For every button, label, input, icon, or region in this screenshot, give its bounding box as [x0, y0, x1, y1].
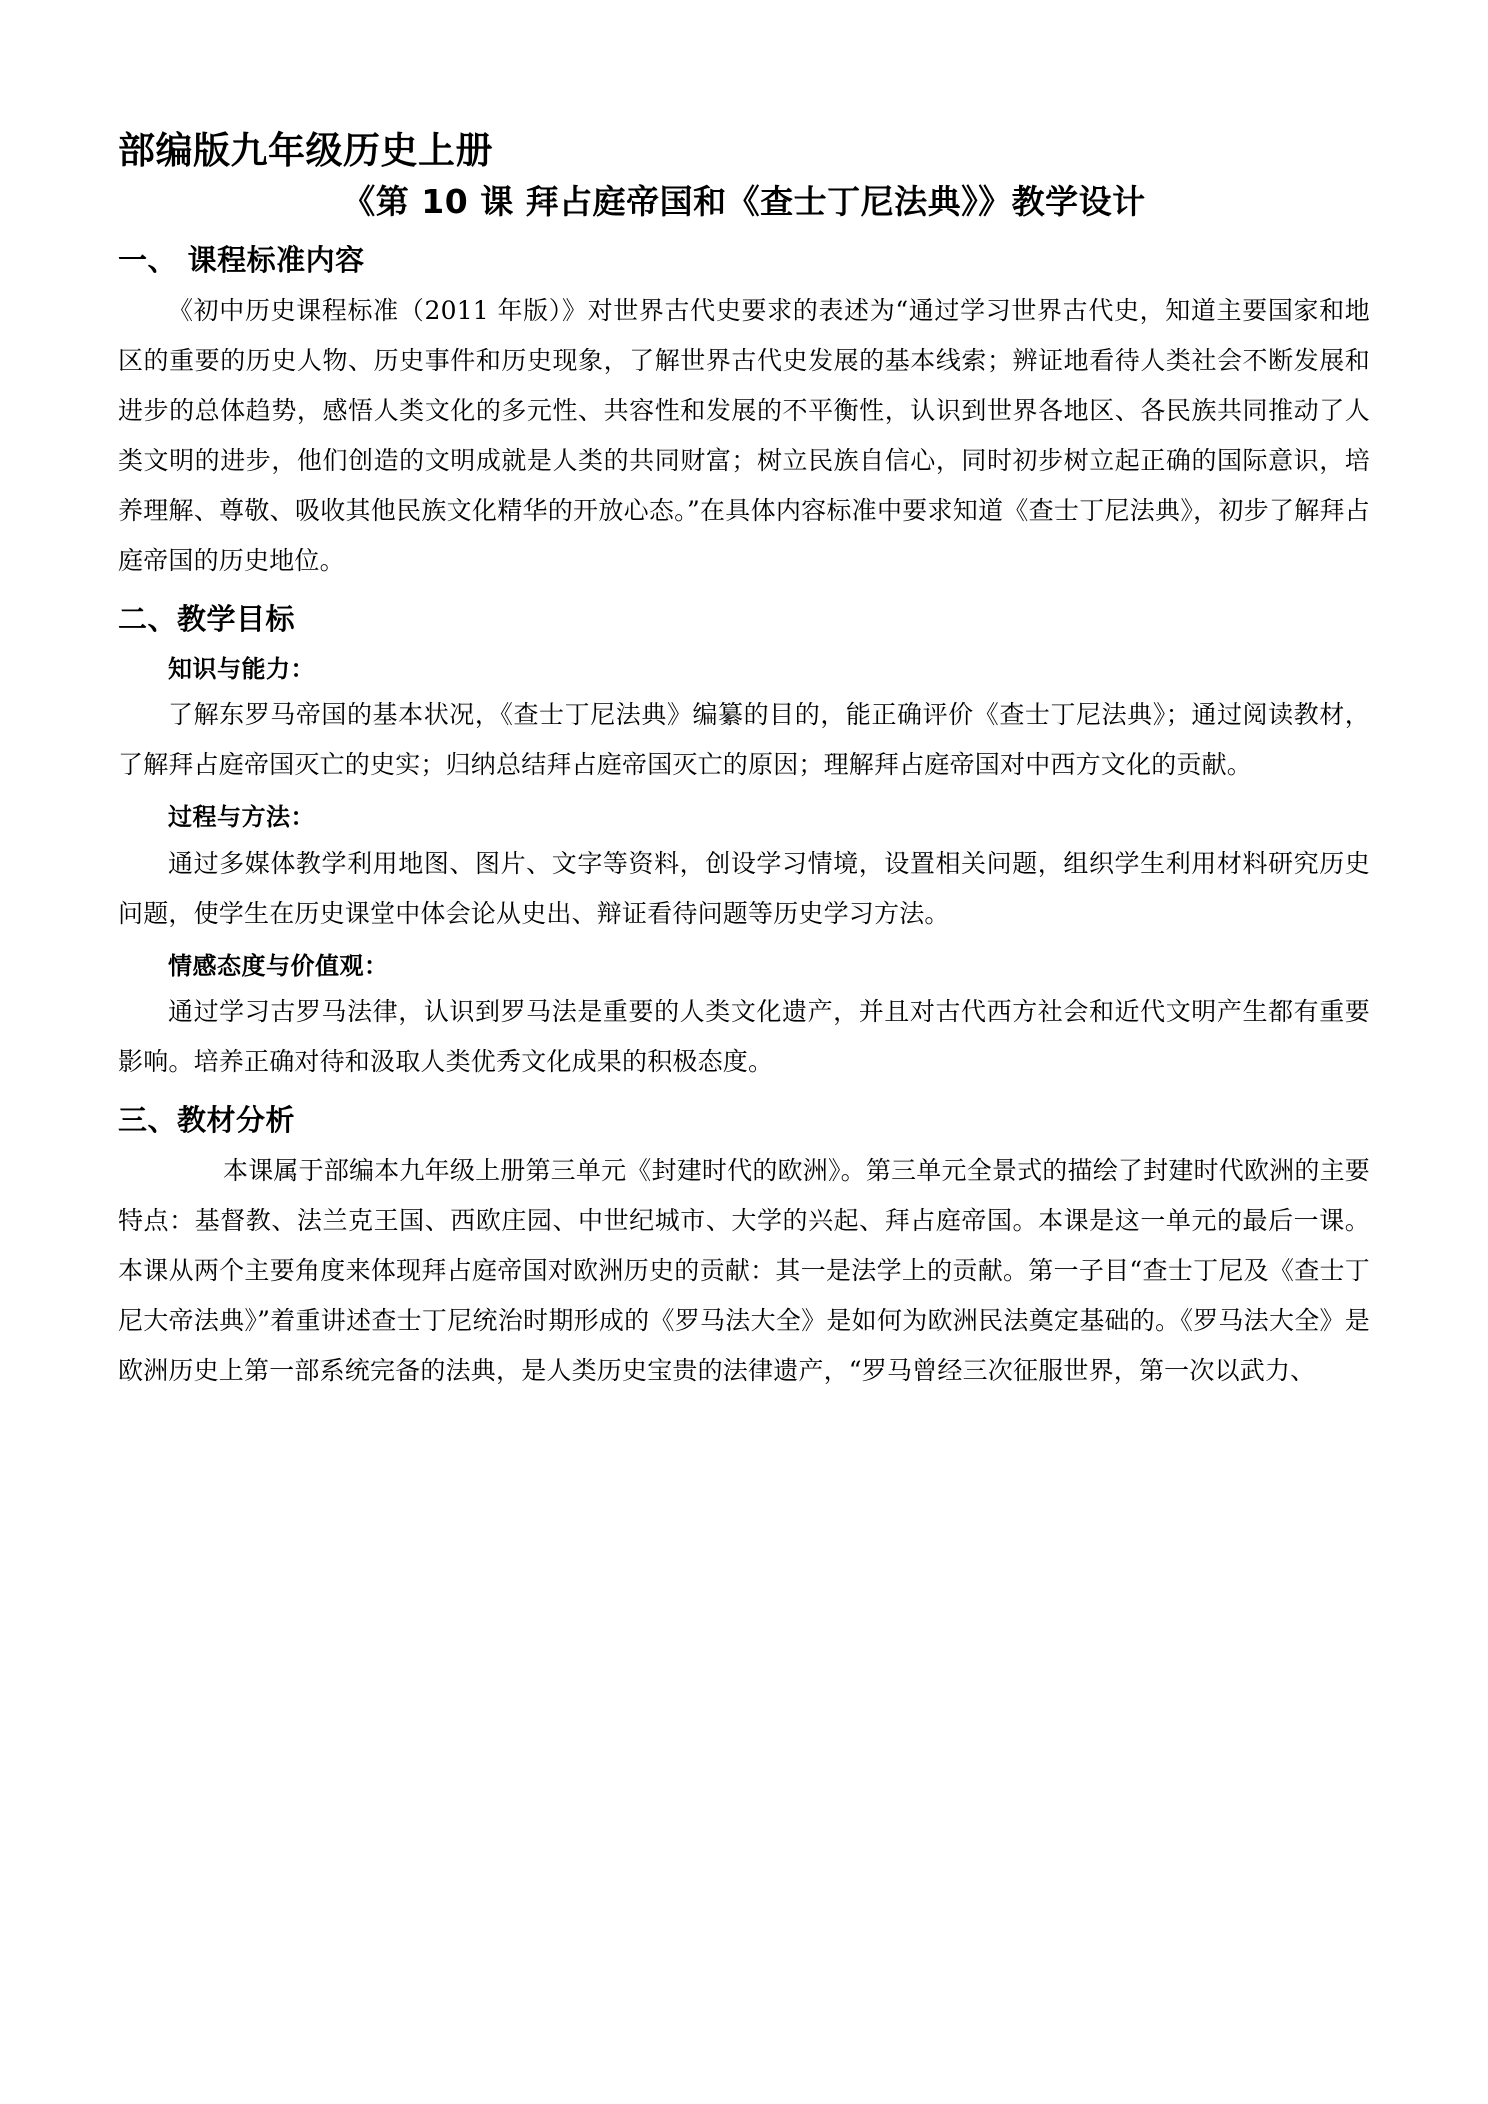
paragraph-textbook-analysis: 本课属于部编本九年级上册第三单元《封建时代的欧洲》。第三单元全景式的描绘了封建时代欧洲的主要特点：基督教、法兰克王国、西欧庄园、中世纪城市、大学的兴起、拜占庭帝国。本课是这一单元的最后一课。本课从两个主要角度来体现拜占庭帝国对欧洲历史的贡献：其一是法学上的贡献。第一子目“查士丁尼及《查士丁尼大帝法典》”着重讲述查士丁尼统治时期形成的《罗马法大全》是如何为欧洲民法奠定基础的。《罗马法大全》是欧洲历史上第一部系统完备的法典，是人类历史宝贵的法律遗产，“罗马曾经三次征服世界，第一次以武力、	[118, 1156, 1370, 1386]
paragraph-process-method: 通过多媒体教学利用地图、图片、文字等资料，创设学习情境，设置相关问题，组织学生利用材料研究历史问题，使学生在历史课堂中体会论从史出、辩证看待问题等历史学习方法。	[118, 848, 1370, 928]
section-heading-curriculum-standard: 一、 课程标准内容	[118, 242, 365, 277]
section-heading-teaching-objectives: 二、教学目标	[118, 602, 296, 637]
subheading-emotion-attitude-values: 情感态度与价值观：	[168, 951, 389, 980]
subheading-knowledge-ability: 知识与能力：	[168, 654, 315, 683]
section-heading-textbook-analysis: 三、教材分析	[118, 1102, 296, 1137]
document-title: 部编版九年级历史上册	[118, 129, 493, 172]
paragraph-curriculum-standard: 《初中历史课程标准（2011 年版）》对世界古代史要求的表述为“通过学习世界古代史，知道主要国家和地区的重要的历史人物、历史事件和历史现象，了解世界古代史发展的基本线索；辨证地看待人类社会不断发展和进步的总体趋势，感悟人类文化的多元性、共容性和发展的不平衡性，认识到世界各地区、各民族共同推动了人类文明的进步，他们创造的文明成就是人类的共同财富；树立民族自信心，同时初步树立起正确的国际意识，培养理解、尊敬、吸收其他民族文化精华的开放心态。”在具体内容标准中要求知道《查士丁尼法典》，初步了解拜占庭帝国的历史地位。	[118, 296, 1370, 576]
subheading-process-method: 过程与方法：	[168, 803, 315, 832]
document-subtitle: 《第 10 课 拜占庭帝国和《查士丁尼法典》》教学设计	[342, 182, 1146, 222]
paragraph-knowledge-ability: 了解东罗马帝国的基本状况，《查士丁尼法典》编纂的目的，能正确评价《查士丁尼法典》；通过阅读教材，了解拜占庭帝国灭亡的史实；归纳总结拜占庭帝国灭亡的原因；理解拜占庭帝国对中西方文化的贡献。	[118, 700, 1370, 780]
paragraph-emotion-attitude-values: 通过学习古罗马法律，认识到罗马法是重要的人类文化遗产，并且对古代西方社会和近代文明产生都有重要影响。培养正确对待和汲取人类优秀文化成果的积极态度。	[118, 996, 1370, 1076]
